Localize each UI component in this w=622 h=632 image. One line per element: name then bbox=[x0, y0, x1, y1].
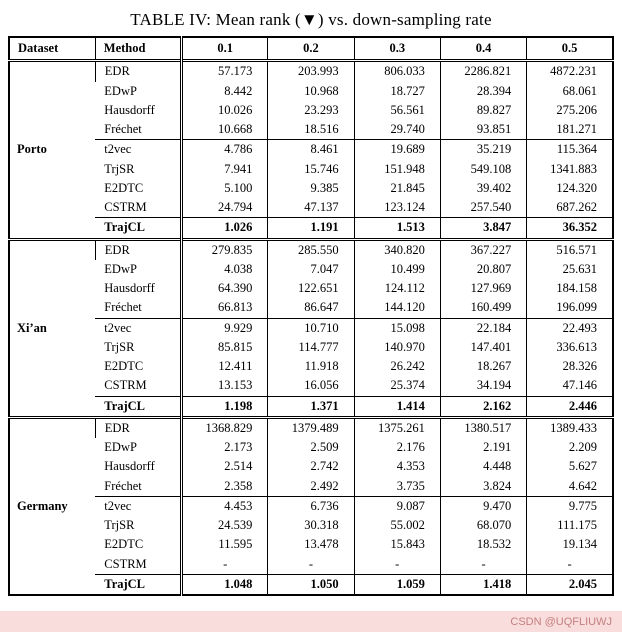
method-label: t2vec bbox=[95, 140, 181, 160]
method-label: CSTRM bbox=[104, 200, 147, 214]
value-cell: 2.509 bbox=[268, 438, 354, 457]
method-label: E2DTC bbox=[104, 537, 144, 552]
method-label: Fréchet bbox=[104, 478, 142, 493]
value-cell: 34.194 bbox=[440, 376, 526, 396]
method-label: EDwP bbox=[104, 261, 137, 276]
value-cell: 9.775 bbox=[527, 496, 613, 516]
value-cell: 66.813 bbox=[182, 298, 268, 318]
value-cell: 140.970 bbox=[354, 338, 440, 357]
value-cell: 4.642 bbox=[527, 477, 613, 497]
method-label: CSTRM bbox=[104, 556, 147, 571]
value-cell: 2.191 bbox=[440, 438, 526, 457]
value-cell: 2.162 bbox=[440, 396, 526, 417]
value-cell: 26.242 bbox=[354, 357, 440, 376]
value-cell: 20.807 bbox=[440, 260, 526, 279]
value-cell: 127.969 bbox=[440, 279, 526, 298]
value-cell: 21.845 bbox=[354, 179, 440, 198]
value-cell: 336.613 bbox=[527, 338, 613, 357]
value-cell: 36.352 bbox=[527, 218, 613, 239]
value-cell: - bbox=[182, 555, 268, 575]
value-cell: 1.414 bbox=[354, 396, 440, 417]
column-header: Method bbox=[95, 37, 181, 61]
value-cell: 1.191 bbox=[268, 218, 354, 239]
method-label: EDR bbox=[95, 239, 181, 260]
value-cell: 2.514 bbox=[182, 457, 268, 476]
value-cell: 1389.433 bbox=[527, 417, 613, 438]
value-cell: 47.146 bbox=[527, 376, 613, 396]
method-label: Fréchet bbox=[104, 300, 142, 315]
value-cell: 19.134 bbox=[527, 535, 613, 554]
value-cell: 122.651 bbox=[268, 279, 354, 298]
value-cell: 15.843 bbox=[354, 535, 440, 554]
dataset-label: Porto bbox=[9, 61, 95, 239]
value-cell: 18.516 bbox=[268, 120, 354, 140]
value-cell: 8.461 bbox=[268, 140, 354, 160]
table-row bbox=[9, 218, 613, 239]
value-cell: 2286.821 bbox=[440, 61, 526, 82]
value-cell: 10.668 bbox=[182, 120, 268, 140]
method-label: EDR bbox=[95, 61, 181, 82]
method-label: TrjSR bbox=[104, 339, 135, 354]
table-row bbox=[9, 535, 613, 554]
column-header: 0.3 bbox=[354, 37, 440, 61]
method-label: t2vec bbox=[95, 318, 181, 338]
value-cell: 2.358 bbox=[182, 477, 268, 497]
table-row bbox=[9, 120, 613, 140]
value-cell: 1341.883 bbox=[527, 160, 613, 179]
method-label: EDwP bbox=[104, 440, 137, 454]
value-cell: 340.820 bbox=[354, 239, 440, 260]
method-label: EDwP bbox=[104, 83, 137, 98]
value-cell: 115.364 bbox=[527, 140, 613, 160]
value-cell: 114.777 bbox=[268, 338, 354, 357]
table-row bbox=[9, 417, 613, 438]
value-cell: 1.371 bbox=[268, 396, 354, 417]
value-cell: 1.418 bbox=[440, 574, 526, 595]
table-header-row bbox=[9, 37, 613, 61]
value-cell: 4.038 bbox=[182, 260, 268, 279]
value-cell: 285.550 bbox=[268, 239, 354, 260]
results-table-wrapper bbox=[8, 36, 614, 596]
value-cell: 279.835 bbox=[182, 239, 268, 260]
value-cell: 2.209 bbox=[527, 438, 613, 457]
value-cell: - bbox=[527, 555, 613, 575]
table-row bbox=[9, 61, 613, 82]
value-cell: 124.320 bbox=[527, 179, 613, 198]
dataset-label: Xi’an bbox=[9, 239, 95, 417]
value-cell: 7.047 bbox=[268, 260, 354, 279]
value-cell: 123.124 bbox=[354, 198, 440, 218]
value-cell: 1375.261 bbox=[354, 417, 440, 438]
column-header: Dataset bbox=[18, 41, 59, 55]
value-cell: 55.002 bbox=[354, 516, 440, 535]
value-cell: 7.941 bbox=[182, 160, 268, 179]
value-cell: 64.390 bbox=[182, 279, 268, 298]
table-row bbox=[9, 376, 613, 396]
value-cell: 10.968 bbox=[268, 82, 354, 101]
value-cell: 4.786 bbox=[182, 140, 268, 160]
value-cell: 47.137 bbox=[268, 198, 354, 218]
value-cell: 30.318 bbox=[268, 516, 354, 535]
value-cell: 15.746 bbox=[268, 160, 354, 179]
value-cell: 367.227 bbox=[440, 239, 526, 260]
value-cell: 12.411 bbox=[182, 357, 268, 376]
value-cell: 18.727 bbox=[354, 82, 440, 101]
method-label: E2DTC bbox=[104, 359, 144, 373]
value-cell: 10.499 bbox=[354, 260, 440, 279]
value-cell: 2.492 bbox=[268, 477, 354, 497]
method-label: TrjSR bbox=[104, 161, 135, 176]
value-cell: 10.710 bbox=[268, 318, 354, 338]
method-label: TrajCL bbox=[95, 574, 181, 595]
method-label: t2vec bbox=[95, 496, 181, 516]
value-cell: 1.050 bbox=[268, 574, 354, 595]
value-cell: 1379.489 bbox=[268, 417, 354, 438]
value-cell: - bbox=[354, 555, 440, 575]
value-cell: 4872.231 bbox=[527, 61, 613, 82]
value-cell: 160.499 bbox=[440, 298, 526, 318]
value-cell: 68.070 bbox=[440, 516, 526, 535]
value-cell: 124.112 bbox=[354, 279, 440, 298]
value-cell: 196.099 bbox=[527, 298, 613, 318]
table-row bbox=[9, 338, 613, 357]
value-cell: 6.736 bbox=[268, 496, 354, 516]
value-cell: - bbox=[268, 555, 354, 575]
value-cell: 4.448 bbox=[440, 457, 526, 476]
value-cell: 2.446 bbox=[527, 396, 613, 417]
value-cell: 10.026 bbox=[182, 101, 268, 120]
value-cell: 5.100 bbox=[182, 179, 268, 198]
value-cell: 57.173 bbox=[182, 61, 268, 82]
value-cell: 86.647 bbox=[268, 298, 354, 318]
value-cell: 2.176 bbox=[354, 438, 440, 457]
column-header: 0.1 bbox=[182, 37, 268, 61]
table-row bbox=[9, 496, 613, 516]
value-cell: 9.929 bbox=[182, 318, 268, 338]
value-cell: 93.851 bbox=[440, 120, 526, 140]
value-cell: 5.627 bbox=[527, 457, 613, 476]
table-row bbox=[9, 160, 613, 179]
value-cell: 16.056 bbox=[268, 376, 354, 396]
value-cell: 25.631 bbox=[527, 260, 613, 279]
table-row bbox=[9, 140, 613, 160]
value-cell: - bbox=[440, 555, 526, 575]
method-label: Hausdorff bbox=[104, 281, 155, 295]
dataset-label: Germany bbox=[9, 417, 95, 595]
table-row bbox=[9, 357, 613, 376]
value-cell: 56.561 bbox=[354, 101, 440, 120]
value-cell: 85.815 bbox=[182, 338, 268, 357]
value-cell: 144.120 bbox=[354, 298, 440, 318]
table-row bbox=[9, 396, 613, 417]
table-row bbox=[9, 457, 613, 476]
value-cell: 18.532 bbox=[440, 535, 526, 554]
table-row bbox=[9, 279, 613, 298]
value-cell: 184.158 bbox=[527, 279, 613, 298]
value-cell: 2.045 bbox=[527, 574, 613, 595]
value-cell: 516.571 bbox=[527, 239, 613, 260]
value-cell: 151.948 bbox=[354, 160, 440, 179]
method-label: TrajCL bbox=[95, 218, 181, 239]
column-header: 0.4 bbox=[440, 37, 526, 61]
method-label: TrajCL bbox=[95, 396, 181, 417]
table-row bbox=[9, 298, 613, 318]
column-header: 0.2 bbox=[268, 37, 354, 61]
value-cell: 24.539 bbox=[182, 516, 268, 535]
value-cell: 23.293 bbox=[268, 101, 354, 120]
method-label: EDR bbox=[95, 417, 181, 438]
table-row bbox=[9, 477, 613, 497]
value-cell: 28.394 bbox=[440, 82, 526, 101]
value-cell: 68.061 bbox=[527, 82, 613, 101]
value-cell: 13.478 bbox=[268, 535, 354, 554]
value-cell: 9.087 bbox=[354, 496, 440, 516]
method-label: TrjSR bbox=[104, 518, 135, 532]
value-cell: 19.689 bbox=[354, 140, 440, 160]
value-cell: 89.827 bbox=[440, 101, 526, 120]
table-row bbox=[9, 516, 613, 535]
value-cell: 22.493 bbox=[527, 318, 613, 338]
value-cell: 35.219 bbox=[440, 140, 526, 160]
column-header: 0.5 bbox=[527, 37, 613, 61]
value-cell: 11.918 bbox=[268, 357, 354, 376]
value-cell: 3.847 bbox=[440, 218, 526, 239]
value-cell: 2.742 bbox=[268, 457, 354, 476]
table-row bbox=[9, 260, 613, 279]
value-cell: 8.442 bbox=[182, 82, 268, 101]
table-row bbox=[9, 239, 613, 260]
value-cell: 2.173 bbox=[182, 438, 268, 457]
value-cell: 181.271 bbox=[527, 120, 613, 140]
value-cell: 1.198 bbox=[182, 396, 268, 417]
value-cell: 3.735 bbox=[354, 477, 440, 497]
results-table bbox=[8, 36, 614, 596]
watermark-text: CSDN @UQFLIUWJ bbox=[510, 615, 612, 628]
value-cell: 13.153 bbox=[182, 376, 268, 396]
value-cell: 3.824 bbox=[440, 477, 526, 497]
method-label: CSTRM bbox=[104, 378, 147, 393]
value-cell: 15.098 bbox=[354, 318, 440, 338]
method-label: E2DTC bbox=[104, 180, 144, 195]
value-cell: 9.385 bbox=[268, 179, 354, 198]
value-cell: 1.513 bbox=[354, 218, 440, 239]
value-cell: 24.794 bbox=[182, 198, 268, 218]
value-cell: 25.374 bbox=[354, 376, 440, 396]
value-cell: 28.326 bbox=[527, 357, 613, 376]
value-cell: 29.740 bbox=[354, 120, 440, 140]
value-cell: 4.453 bbox=[182, 496, 268, 516]
table-row bbox=[9, 438, 613, 457]
table-row bbox=[9, 101, 613, 120]
method-label: Hausdorff bbox=[104, 459, 155, 474]
value-cell: 1.059 bbox=[354, 574, 440, 595]
value-cell: 1.026 bbox=[182, 218, 268, 239]
value-cell: 275.206 bbox=[527, 101, 613, 120]
value-cell: 11.595 bbox=[182, 535, 268, 554]
method-label: Fréchet bbox=[104, 122, 142, 136]
table-row bbox=[9, 198, 613, 218]
table-row bbox=[9, 318, 613, 338]
value-cell: 22.184 bbox=[440, 318, 526, 338]
value-cell: 111.175 bbox=[527, 516, 613, 535]
value-cell: 806.033 bbox=[354, 61, 440, 82]
value-cell: 147.401 bbox=[440, 338, 526, 357]
method-label: Hausdorff bbox=[104, 102, 155, 117]
value-cell: 1368.829 bbox=[182, 417, 268, 438]
table-caption: TABLE IV: Mean rank (▼) vs. down-sampling rate bbox=[130, 10, 492, 29]
value-cell: 1.048 bbox=[182, 574, 268, 595]
table-row bbox=[9, 574, 613, 595]
value-cell: 1380.517 bbox=[440, 417, 526, 438]
value-cell: 18.267 bbox=[440, 357, 526, 376]
table-row bbox=[9, 82, 613, 101]
table-row bbox=[9, 179, 613, 198]
value-cell: 549.108 bbox=[440, 160, 526, 179]
value-cell: 257.540 bbox=[440, 198, 526, 218]
value-cell: 4.353 bbox=[354, 457, 440, 476]
value-cell: 9.470 bbox=[440, 496, 526, 516]
value-cell: 203.993 bbox=[268, 61, 354, 82]
value-cell: 687.262 bbox=[527, 198, 613, 218]
value-cell: 39.402 bbox=[440, 179, 526, 198]
table-row bbox=[9, 555, 613, 575]
